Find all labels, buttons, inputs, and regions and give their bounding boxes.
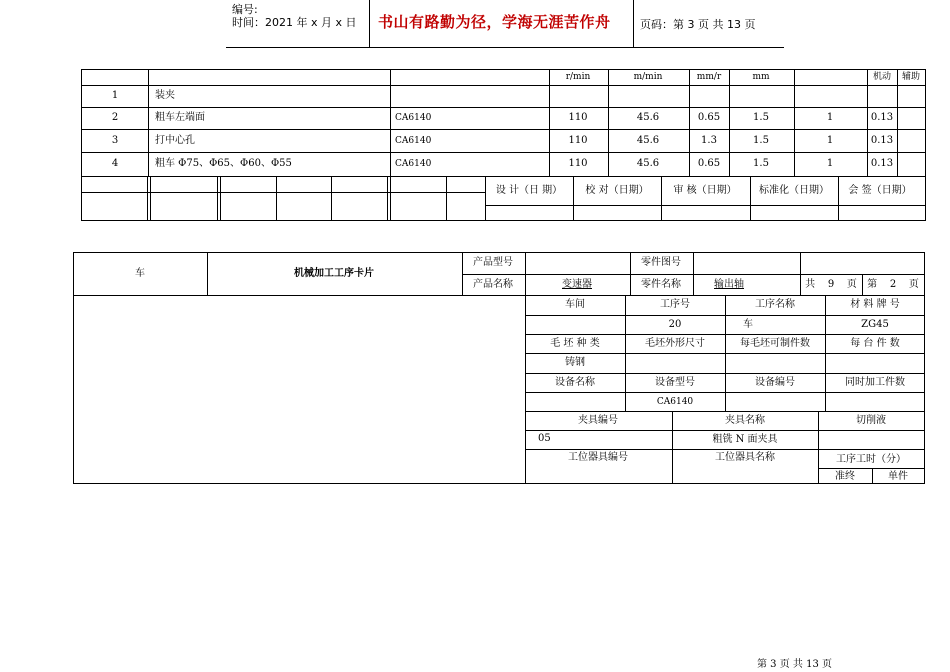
- step-passes: 1: [826, 112, 834, 123]
- coolant-label: 切削液: [856, 415, 886, 426]
- blank-size-label: 毛坯外形尺寸: [645, 338, 705, 349]
- step-feed: 1.3: [701, 135, 717, 146]
- op-time-label: 工序工时（分）: [836, 454, 906, 465]
- step-equipment: CA6140: [395, 136, 432, 146]
- per-unit-label: 每 台 件 数: [850, 338, 900, 349]
- workshop-label: 车间: [565, 299, 585, 310]
- step-no: 2: [111, 112, 119, 123]
- step-cut-speed: 45.6: [636, 112, 660, 123]
- step-feed: 0.65: [697, 112, 721, 123]
- aux-time-header: 辅助: [901, 72, 921, 82]
- step-equipment: CA6140: [395, 113, 432, 123]
- fixture-name-label: 夹具名称: [725, 415, 765, 426]
- step-depth: 1.5: [753, 158, 769, 169]
- part-name: 输出轴: [714, 279, 744, 290]
- step-passes: 1: [826, 135, 834, 146]
- step-cut-speed: 45.6: [636, 135, 660, 146]
- unit-time-label: 单件: [888, 471, 908, 482]
- material: ZG45: [861, 319, 889, 330]
- workshop-short: 车: [135, 268, 145, 279]
- signoff-review: 审 核（日期）: [673, 185, 737, 196]
- station-tool-name-label: 工位器具名称: [715, 452, 775, 463]
- unit-depth: mm: [752, 72, 770, 82]
- step-passes: 1: [826, 158, 834, 169]
- motto: 书山有路勤为径，学海无涯苦作舟: [378, 13, 611, 31]
- signoff-standard: 标准化（日期）: [759, 185, 829, 196]
- product-model-label: 产品型号: [473, 257, 513, 268]
- card-title: 机械加工工序卡片: [294, 268, 374, 279]
- code-label: 编号:: [232, 3, 258, 16]
- signoff-design: 设 计（日 期）: [495, 185, 563, 196]
- step-depth: 1.5: [753, 112, 769, 123]
- equipment-no-label: 设备编号: [755, 377, 795, 388]
- date-text: 时间：2021 年 x 月 x 日: [232, 16, 357, 29]
- step-speed: 110: [568, 135, 588, 146]
- machine-time-header: 机动: [872, 72, 892, 82]
- step-no: 3: [111, 135, 119, 146]
- unit-cut-speed: m/min: [633, 72, 663, 82]
- prep-time-label: 准终: [835, 471, 855, 482]
- op-no-label: 工序号: [660, 299, 690, 310]
- step-speed: 110: [568, 112, 588, 123]
- blank-type-label: 毛 坯 种 类: [550, 338, 600, 349]
- step-content: 装夹: [155, 90, 175, 101]
- signoff-countersign: 会 签（日期）: [848, 185, 912, 196]
- fixture-no-label: 夹具编号: [578, 415, 618, 426]
- total-pages: 共 9 页: [805, 279, 857, 290]
- product-name-label: 产品名称: [473, 279, 513, 290]
- blank-type: 铸钢: [565, 357, 585, 368]
- step-content: 打中心孔: [155, 135, 195, 146]
- station-tool-no-label: 工位器具编号: [568, 452, 628, 463]
- step-machine-time: 0.13: [870, 135, 894, 146]
- step-machine-time: 0.13: [870, 112, 894, 123]
- signoff-check: 校 对（日期）: [585, 185, 649, 196]
- step-feed: 0.65: [697, 158, 721, 169]
- step-no: 1: [111, 90, 119, 101]
- step-depth: 1.5: [753, 135, 769, 146]
- footer-page-info: 第 3 页 共 13 页: [757, 659, 832, 670]
- step-machine-time: 0.13: [870, 158, 894, 169]
- step-no: 4: [111, 158, 119, 169]
- material-label: 材 料 牌 号: [850, 299, 900, 310]
- equipment-name-label: 设备名称: [555, 377, 595, 388]
- step-equipment: CA6140: [395, 159, 432, 169]
- header-page-info: 页码：第 3 页 共 13 页: [640, 18, 756, 31]
- equipment-model-label: 设备型号: [655, 377, 695, 388]
- per-blank-label: 每毛坯可制件数: [740, 338, 810, 349]
- unit-feed: mm/r: [696, 72, 722, 82]
- part-drawing-label: 零件图号: [641, 257, 681, 268]
- op-name: 车: [743, 319, 753, 330]
- page-no: 第 2 页: [867, 279, 919, 290]
- step-content: 粗车 Φ75、Φ65、Φ60、Φ55: [155, 158, 292, 169]
- fixture-name: 粗铣 N 面夹具: [712, 434, 778, 445]
- part-name-label: 零件名称: [641, 279, 681, 290]
- simultaneous-label: 同时加工件数: [845, 377, 905, 388]
- fixture-no: 05: [538, 433, 551, 444]
- unit-speed: r/min: [565, 72, 591, 82]
- op-name-label: 工序名称: [755, 299, 795, 310]
- equipment-model: CA6140: [656, 397, 694, 407]
- op-no: 20: [668, 319, 682, 330]
- product-name: 变速器: [562, 279, 592, 290]
- step-cut-speed: 45.6: [636, 158, 660, 169]
- step-speed: 110: [568, 158, 588, 169]
- step-content: 粗车左端面: [155, 112, 205, 123]
